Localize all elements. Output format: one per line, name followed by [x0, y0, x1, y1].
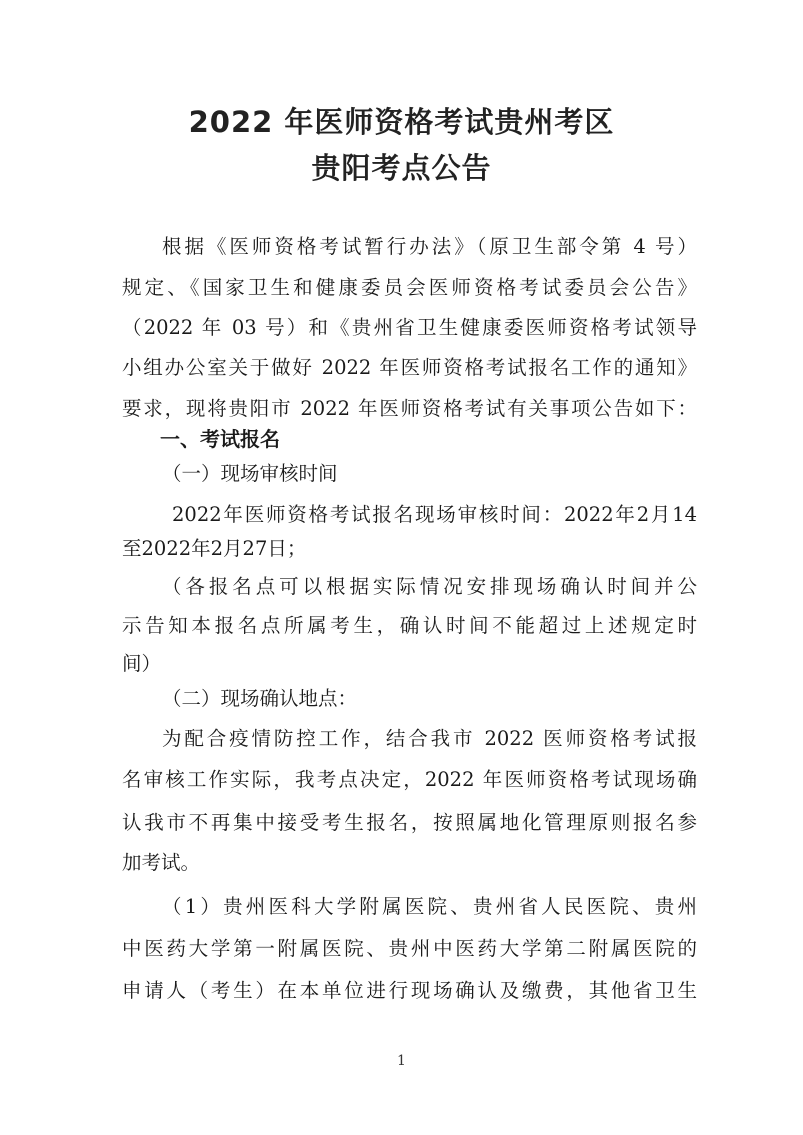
review-note-line: 示告知本报名点所属考生，确认时间不能超过上述规定时 — [122, 614, 697, 637]
section-heading-registration: 一、考试报名 — [160, 427, 280, 451]
location-para-line: 加考试。 — [122, 851, 201, 874]
review-note-line: 间） — [122, 652, 162, 675]
subsection-heading-review-time: （一）现场审核时间 — [162, 462, 338, 485]
intro-line: 要求，现将贵阳市 2022 年医师资格考试有关事项公告如下： — [122, 397, 697, 420]
location-para-line: 为配合疫情防控工作，结合我市 2022 医师资格考试报 — [162, 727, 697, 750]
hospital-para-line: 中医药大学第一附属医院、贵州中医药大学第二附属医院的 — [122, 937, 697, 960]
location-para-line: 名审核工作实际，我考点决定，2022 年医师资格考试现场确 — [122, 768, 697, 791]
intro-line: 根据《医师资格考试暂行办法》（原卫生部令第 4 号） — [162, 235, 697, 258]
page-number: 1 — [397, 1053, 406, 1069]
intro-line: （2022 年 03 号）和《贵州省卫生健康委医师资格考试领导 — [122, 316, 697, 339]
intro-line: 规定、《国家卫生和健康委员会医师资格考试委员会公告》 — [122, 276, 697, 299]
hospital-para-line: （1）贵州医科大学附属医院、贵州省人民医院、贵州 — [162, 895, 697, 918]
review-time-line: 2022年医师资格考试报名现场审核时间：2022年2月14 — [172, 503, 697, 526]
review-note-line: （各报名点可以根据实际情况安排现场确认时间并公 — [162, 575, 697, 598]
review-time-line: 至2022年2月27日； — [122, 537, 307, 560]
intro-line: 小组办公室关于做好 2022 年医师资格考试报名工作的通知》 — [122, 356, 697, 379]
location-para-line: 认我市不再集中接受考生报名，按照属地化管理原则报名参 — [122, 811, 697, 834]
hospital-para-line: 申请人（考生）在本单位进行现场确认及缴费，其他省卫生 — [122, 979, 697, 1002]
document-title-line1: 2022 年医师资格考试贵州考区 — [188, 105, 615, 139]
subsection-heading-location: （二）现场确认地点： — [162, 687, 358, 710]
document-title-line2: 贵阳考点公告 — [311, 151, 492, 185]
